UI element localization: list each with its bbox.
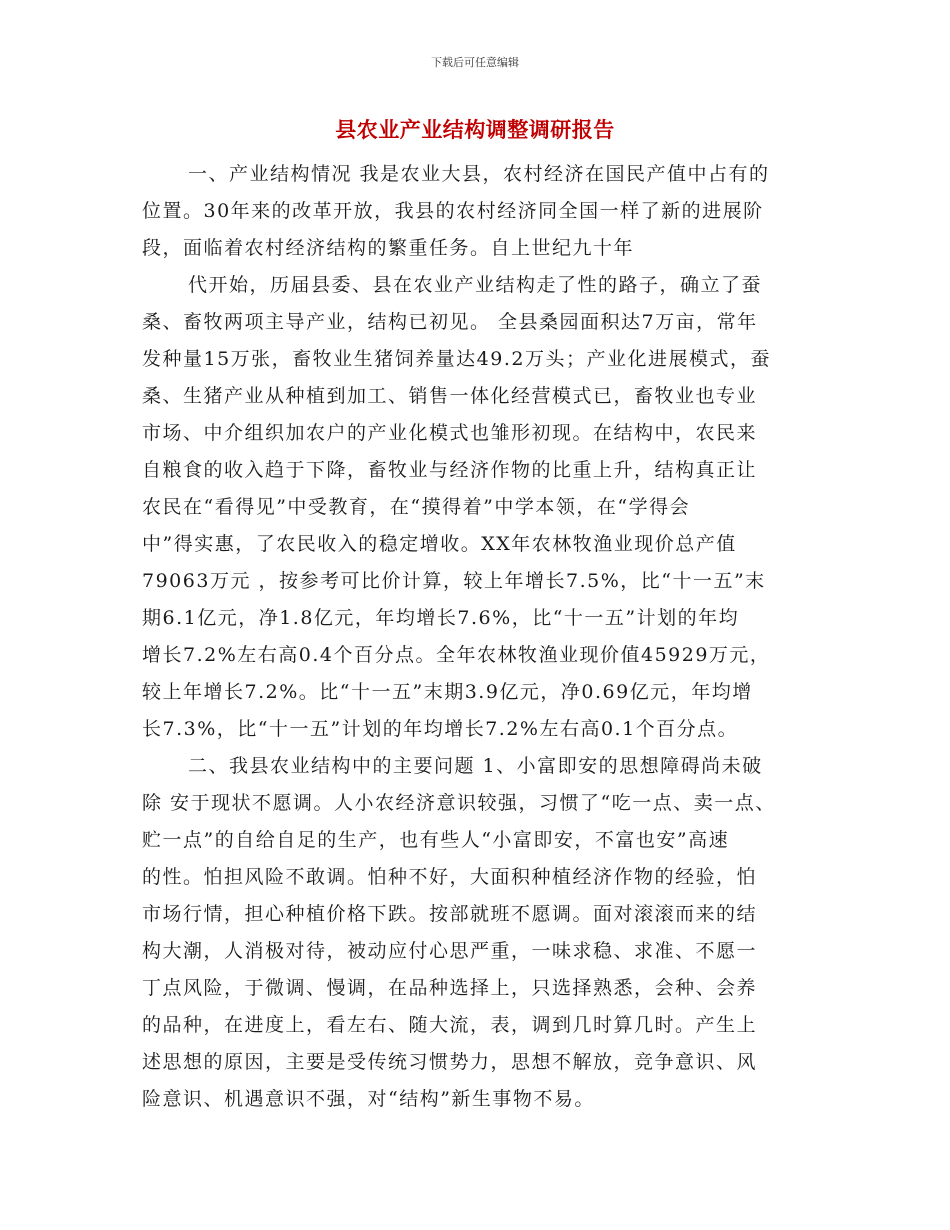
- text-line: 发种量15万张，畜牧业生猪饲养量达49.2万头；产业化进展模式，蚕: [142, 348, 771, 370]
- text-line: 期6.1亿元，净1.8亿元，年均增长7.6%，比“十一五”计划的年均: [142, 607, 740, 629]
- text-line: 代开始，历届县委、县在农业产业结构走了性的路子，确立了蚕: [188, 274, 763, 296]
- text-line: 桑、生猪产业从种植到加工、销售一体化经营模式已，畜牧业也专业: [142, 385, 758, 407]
- text-line: 险意识、机遇意识不强，对“结构”新生事物不易。: [142, 1088, 595, 1110]
- text-line: 的品种，在进度上，看左右、随大流，表，调到几时算几时。产生上: [142, 1014, 758, 1036]
- text-line: 丁点风险，于微调、慢调，在品种选择上，只选择熟悉，会种、会养: [142, 977, 758, 999]
- text-line: 增长7.2%左右高0.4个百分点。全年农林牧渔业现价值45929万元，: [142, 644, 771, 666]
- text-line: 贮一点”的自给自足的生产，也有些人“小富即安，不富也安”高速: [142, 829, 730, 851]
- text-line: 位置。30年来的改革开放，我县的农村经济同全国一样了新的进展阶: [142, 200, 764, 222]
- text-line: 自粮食的收入趋于下降，畜牧业与经济作物的比重上升，结构真正让: [142, 459, 758, 481]
- text-line: 桑、畜牧两项主导产业，结构已初见。 全县桑园面积达7万亩，常年: [142, 311, 758, 333]
- text-line: 较上年增长7.2%。比“十一五”末期3.9亿元，净0.69亿元，年均增: [142, 681, 753, 703]
- text-line: 长7.3%，比“十一五”计划的年均增长7.2%左右高0.1个百分点。: [142, 718, 739, 740]
- text-line: 农民在“看得见”中受教育，在“摸得着”中学本领，在“学得会: [142, 496, 691, 518]
- text-line: 中”得实惠，了农民收入的稳定增收。XX年农林牧渔业现价总产值: [142, 533, 737, 555]
- text-line: 除 安于现状不愿调。人小农经济意识较强，习惯了“吃一点、卖一点、: [142, 792, 776, 814]
- header-note: 下载后可任意编辑: [431, 56, 519, 69]
- text-line: 二、我县农业结构中的主要问题 1、小富即安的思想障碍尚未破: [188, 755, 763, 777]
- text-line: 一、产业结构情况 我是农业大县，农村经济在国民产值中占有的: [188, 163, 770, 185]
- text-line: 构大潮，人消极对待，被动应付心思严重，一味求稳、求准、不愿一: [142, 940, 758, 962]
- text-line: 段，面临着农村经济结构的繁重任务。自上世纪九十年: [142, 237, 635, 259]
- document-title: 县农业产业结构调整调研报告: [335, 118, 615, 142]
- text-line: 述思想的原因，主要是受传统习惯势力，思想不解放，竞争意识、风: [142, 1051, 758, 1073]
- text-line: 市场、中介组织加农户的产业化模式也雏形初现。在结构中，农民来: [142, 422, 758, 444]
- text-line: 79063万元 ，按参考可比价计算，较上年增长7.5%，比“十一五”末: [142, 570, 766, 592]
- text-line: 市场行情，担心种植价格下跌。按部就班不愿调。面对滚滚而来的结: [142, 903, 758, 925]
- text-line: 的性。怕担风险不敢调。怕种不好，大面积种植经济作物的经验，怕: [142, 866, 758, 888]
